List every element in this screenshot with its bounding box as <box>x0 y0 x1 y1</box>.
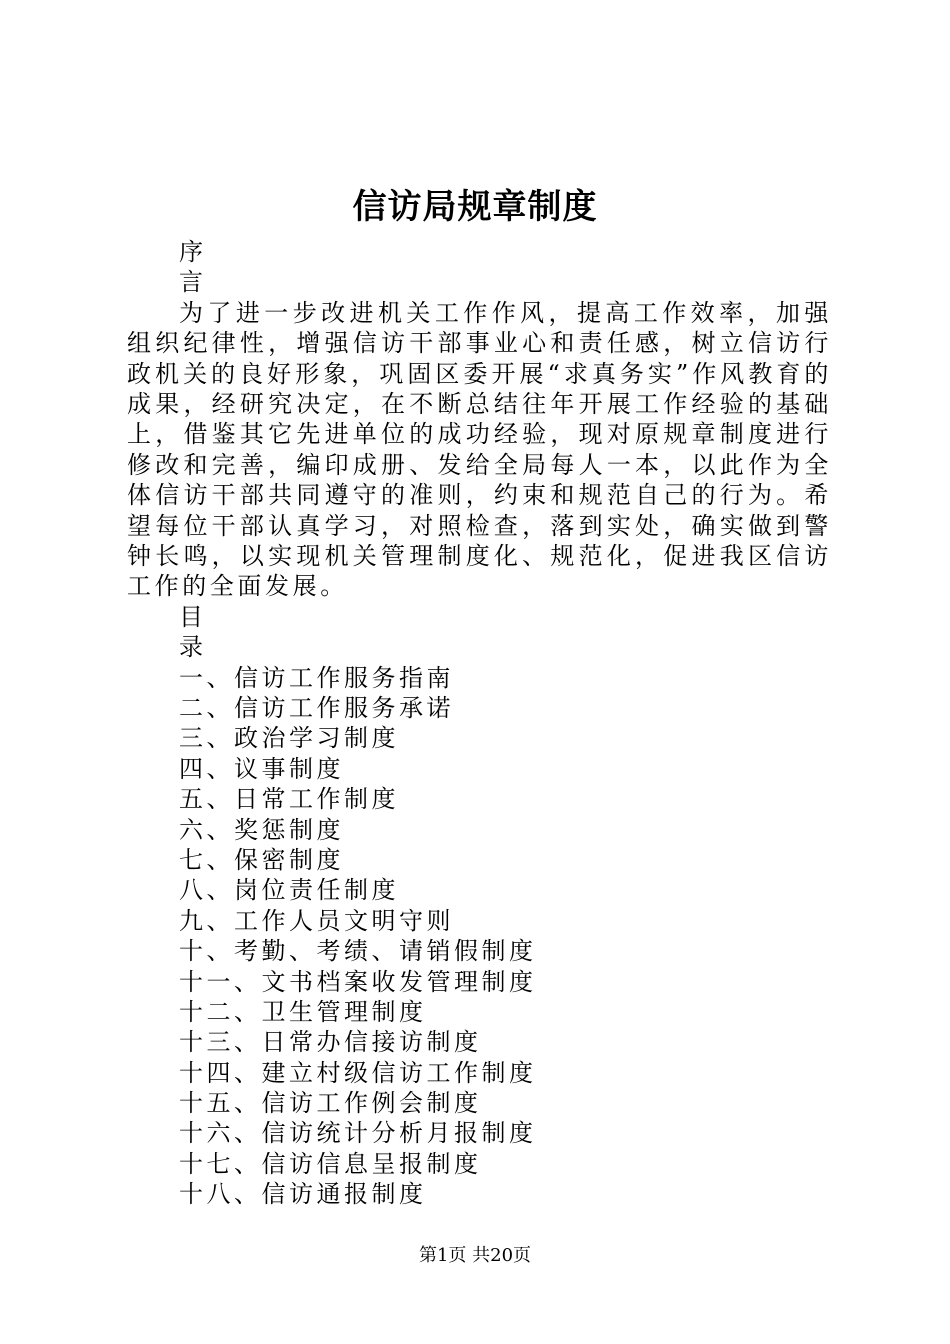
toc-item: 九、工作人员文明守则 <box>179 906 454 935</box>
toc-item: 三、政治学习制度 <box>179 724 399 753</box>
toc-item: 六、奖惩制度 <box>179 815 344 844</box>
preface-heading-char-1: 序 <box>179 238 207 266</box>
toc-item: 十二、卫生管理制度 <box>179 997 427 1026</box>
toc-heading-char-2: 录 <box>179 633 207 662</box>
toc-item: 八、岗位责任制度 <box>179 876 399 905</box>
toc-item: 五、日常工作制度 <box>179 785 399 814</box>
toc-item: 七、保密制度 <box>179 845 344 874</box>
toc-item: 二、信访工作服务承诺 <box>179 694 454 723</box>
preface-heading-char-2: 言 <box>179 268 207 297</box>
toc-item: 十、考勤、考绩、请销假制度 <box>179 937 537 966</box>
toc-item: 十三、日常办信接访制度 <box>179 1028 482 1057</box>
toc-item: 十四、建立村级信访工作制度 <box>179 1058 537 1087</box>
toc-item: 四、议事制度 <box>179 754 344 783</box>
toc-heading-char-1: 目 <box>179 602 207 631</box>
toc-item: 十八、信访通报制度 <box>179 1180 427 1209</box>
page-number-footer: 第1页 共20页 <box>418 1245 532 1266</box>
toc-item: 十六、信访统计分析月报制度 <box>179 1119 537 1148</box>
toc-item: 十五、信访工作例会制度 <box>179 1089 482 1118</box>
toc-item: 十一、文书档案收发管理制度 <box>179 967 537 996</box>
document-body <box>127 237 832 1210</box>
document-title: 信访局规章制度 <box>352 187 598 227</box>
table-of-contents <box>127 663 832 1210</box>
preface-paragraph: 为了进一步改进机关工作作风，提高工作效率，加强组织纪律性，增强信访干部事业心和责任感，树立信访行政机关的良好形象，巩固区委开展“求真务实”作风教育的成果，经研究决定，在不断总结往年开展工作经验的基础上，借鉴其它先进单位的成功经验，现对原规章制度进行修改和完善，编印成册、发给全局每人一本，以此作为全体信访干部共同遵守的准则，约束和规范自己的行为。希望每位干部认真学习，对照检查，落到实处，确实做到警钟长鸣，以实现机关管理制度化、规范化，促进我区信访工作的全面发展。 <box>127 298 832 601</box>
toc-item: 一、信访工作服务指南 <box>179 663 454 692</box>
toc-item: 十七、信访信息呈报制度 <box>179 1149 482 1178</box>
